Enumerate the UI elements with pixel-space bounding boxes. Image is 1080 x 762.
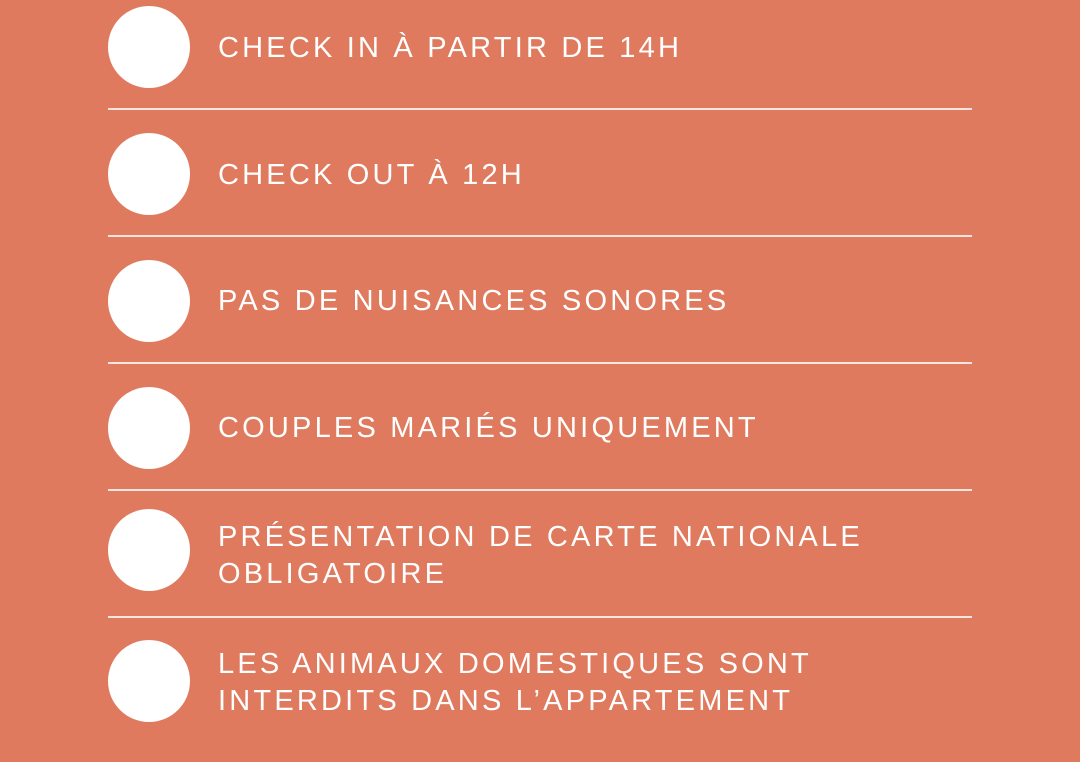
rule-text: CHECK OUT À 12H [218, 159, 525, 191]
rule-text: CHECK IN À PARTIR DE 14H [218, 32, 683, 64]
rule-text: PRÉSENTATION DE CARTE NATIONALE OBLIGATOIRE [218, 521, 863, 590]
divider [108, 489, 972, 491]
bullet-circle-icon [108, 387, 190, 469]
bullet-circle-icon [108, 133, 190, 215]
divider [108, 235, 972, 237]
rule-text: PAS DE NUISANCES SONORES [218, 285, 730, 317]
rule-item [0, 635, 1080, 762]
bullet-circle-icon [108, 509, 190, 591]
divider [108, 362, 972, 364]
rule-text: LES ANIMAUX DOMESTIQUES SONT INTERDITS DANS L’APPARTEMENT [218, 648, 812, 717]
bullet-circle-icon [108, 6, 190, 88]
divider [108, 616, 972, 618]
rule-text: COUPLES MARIÉS UNIQUEMENT [218, 412, 759, 444]
bullet-circle-icon [108, 260, 190, 342]
bullet-circle-icon [108, 640, 190, 722]
divider [108, 108, 972, 110]
